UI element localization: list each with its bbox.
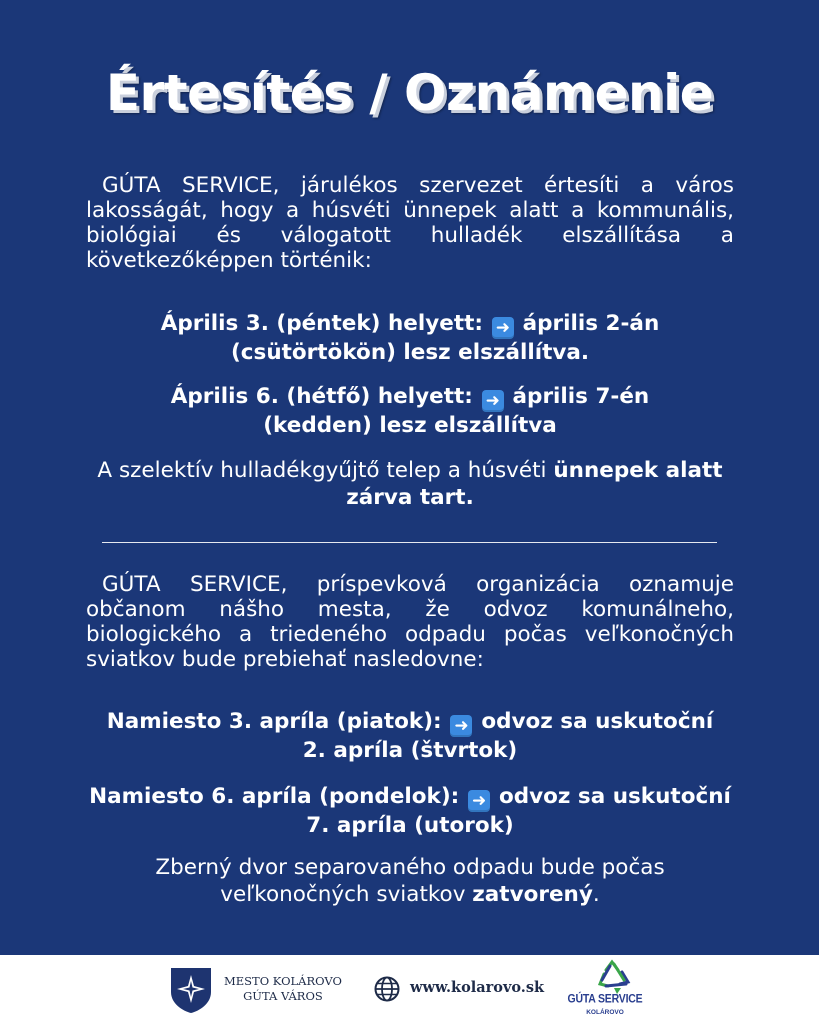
hungarian-intro xyxy=(86,173,734,273)
sk-schedule-1-line2: 2. apríla (štvrtok) xyxy=(302,738,518,763)
hu-closure-bold-1: ünnepek alatt xyxy=(553,458,723,483)
hu-closure-bold-2: zárva tart. xyxy=(346,485,474,510)
hu-schedule-1-before: Április 3. (péntek) helyett: xyxy=(160,311,483,336)
org-location: KOLÁROVO xyxy=(586,1009,624,1016)
hu-schedule-2-before: Április 6. (hétfő) helyett: xyxy=(170,384,473,409)
city-name-sk: MESTO KOLÁROVO xyxy=(224,974,342,988)
hu-schedule-1-line2: (csütörtökön) lesz elszállítva. xyxy=(230,340,590,365)
slovak-intro xyxy=(86,572,734,672)
globe-icon xyxy=(373,975,401,1003)
sk-closure-period: . xyxy=(592,882,600,907)
hu-schedule-2-after: április 7-én xyxy=(512,384,650,409)
page-title: Értesítés / Oznámenie xyxy=(105,64,714,122)
website-link[interactable]: www.kolarovo.sk xyxy=(410,979,545,996)
city-name-hu: GÚTA VÁROS xyxy=(243,989,323,1003)
city-name xyxy=(224,974,342,1004)
city-coat-of-arms-icon xyxy=(169,966,213,1014)
arrow-right-icon: ➜ xyxy=(492,317,514,339)
language-divider xyxy=(102,542,717,543)
sk-intro-line-4: sviatkov bude prebiehať nasledovne: xyxy=(86,647,484,672)
sk-schedule-1-after: odvoz sa uskutoční xyxy=(481,709,714,734)
sk-intro-line-2: občanom nášho mesta, že odvoz komunálneho, xyxy=(86,597,734,622)
sk-schedule-1-before: Namiesto 3. apríla (piatok): xyxy=(106,709,442,734)
hu-intro-line-4: következőképpen történik: xyxy=(86,248,372,273)
hu-closure-text: A szelektív hulladékgyűjtő telep a húsvéti xyxy=(97,458,547,483)
hu-intro-line-2: lakosságát, hogy a húsvéti ünnepek alatt a kommunális, xyxy=(86,198,734,223)
hu-intro-line-1: GÚTA SERVICE, járulékos szervezet értesíti a város xyxy=(102,173,734,198)
sk-schedule-2-line2: 7. apríla (utorok) xyxy=(306,813,514,838)
sk-closure-line-1: Zberný dvor separovaného odpadu bude počas xyxy=(155,855,665,880)
sk-intro-line-1: GÚTA SERVICE, príspevková organizácia oznamuje xyxy=(102,572,734,597)
footer xyxy=(0,955,819,1024)
sk-closure-bold: zatvorený xyxy=(472,882,593,907)
hu-schedule-1-after: április 2-án xyxy=(522,311,660,336)
hu-closure-notice xyxy=(60,457,760,511)
hu-schedule-2-line2: (kedden) lesz elszállítva xyxy=(263,413,557,438)
arrow-right-icon: ➜ xyxy=(482,390,504,412)
sk-closure-line-2: veľkonočných sviatkov xyxy=(220,882,466,907)
sk-intro-line-3: biologického a triedeného odpadu počas veľkonočných xyxy=(86,622,734,647)
arrow-right-icon: ➜ xyxy=(468,790,490,812)
sk-closure-notice xyxy=(60,854,760,908)
hu-schedule-item-1 xyxy=(60,310,760,366)
hu-schedule-item-2 xyxy=(60,383,760,439)
sk-schedule-2-before: Namiesto 6. apríla (pondelok): xyxy=(89,784,460,809)
hu-intro-line-3: biológiai és válogatott hulladék elszállítása a xyxy=(86,223,734,248)
sk-schedule-item-2 xyxy=(60,783,760,839)
org-name: GÚTA SERVICE xyxy=(567,992,643,1006)
sk-schedule-item-1 xyxy=(60,708,760,764)
arrow-right-icon: ➜ xyxy=(450,715,472,737)
sk-schedule-2-after: odvoz sa uskutoční xyxy=(498,784,731,809)
